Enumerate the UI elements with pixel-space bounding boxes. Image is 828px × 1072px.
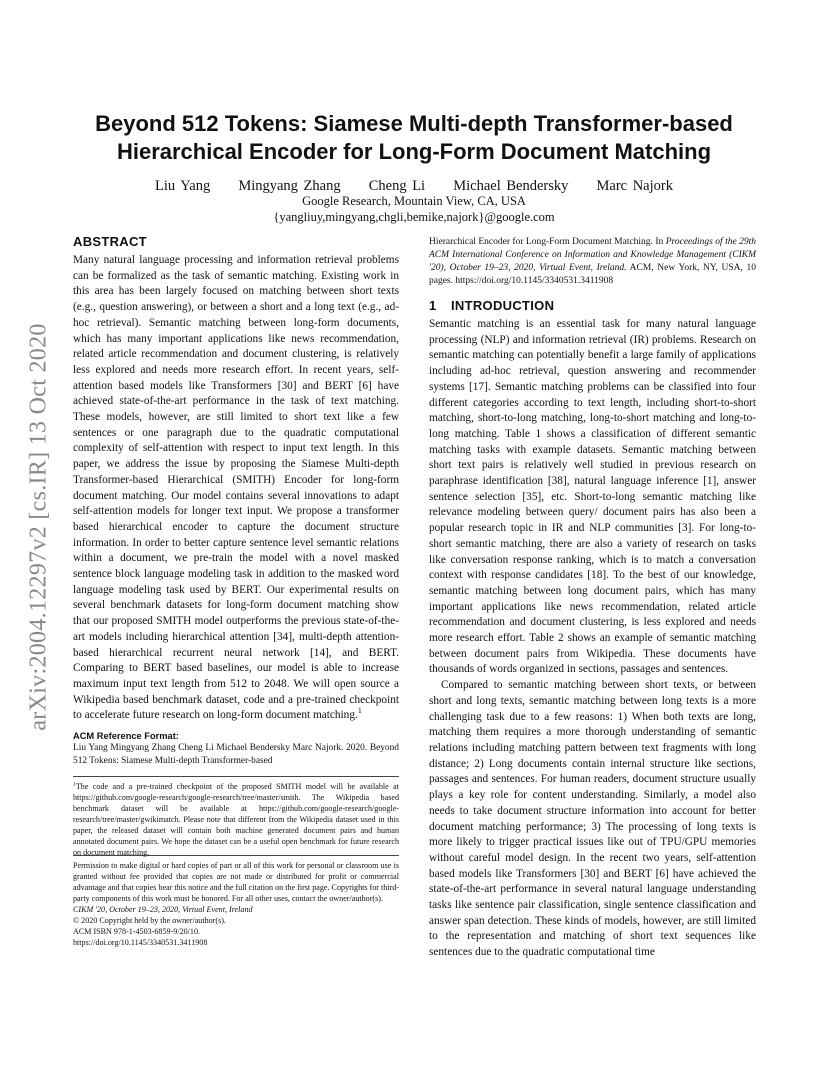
footnote-divider [73,776,399,777]
paper-title [80,110,748,166]
footnote [73,781,399,858]
permission-text: Permission to make digital or hard copies of part or all of this work for personal or classroom use is granted without fee provided that copies are not made or distributed for profit or commercial advantage and that copies bear this notice and the full citation on the first page. Copyrights for third-party components of this work must be honored. For all other uses, contact the owner/author(s). [73,861,399,903]
author-list: Liu Yang Mingyang Zhang Cheng Li Michael Bendersky Marc Najork [155,178,673,194]
citation-venue: Proceedings of the 29th ACM International Conference on Information and Knowledge Management (CIKM '20), October 19–23, 2020, Virtual Event, Ireland. [429,237,756,273]
footnote-text: The code and a pre-trained checkpoint of the proposed SMITH model will be available at https://github.com/google-research/google-research/tree/master/smith. The Wikipedia based benchmark dataset will be available at https://github.com/google-research/google-research/tree/master/gwikimatch. Please note that different from the Wikipedia dataset used in this paper, the released dataset will contain both machine generated document pairs and human annotated document pairs. We hope the dataset can be a useful open benchmark for future research on document matching. [73,782,399,858]
introduction-paragraph-2: Compared to semantic matching between short texts, or between short and long texts, semantic matching between long texts is a more challenging task due to a few reasons: 1) When both texts are long, matching them requires a more thorough understanding of semantic relations including matching pattern between text fragments with long distance; 2) Long documents contain internal structure like sections, passages and sentences. For human readers, document structure usually plays a key role for content understanding. Similarly, a model also needs to take document structure information into account for better document matching performance; 3) The processing of long texts is more likely to trigger practical issues like out of TPU/GPU memories without careful model design. In the recent two years, self-attention based models like Transformers [30] and BERT [6] have achieved the state-of-the-art performance in several natural language understanding tasks like sentence pair classification, single sentence classification and answer span detection. These kinds of models, however, are still limited to the representation and matching of short text sequences like sentences due to the quadratic computational time [429,679,756,959]
introduction-heading [429,298,756,313]
arxiv-identifier [17,292,61,762]
section-title: INTRODUCTION [451,298,555,313]
acm-reference-heading: ACM Reference Format: [73,731,179,742]
citation-post: ACM, New York, NY, USA, 10 pages. https://doi.org/10.1145/3340531.3411908 [429,263,756,286]
conference-name: CIKM '20, October 19–23, 2020, Virtual Event, Ireland [73,905,253,914]
footnote-number: 1 [73,781,76,788]
acm-reference-text: Liu Yang Mingyang Zhang Cheng Li Michael Bendersky Marc Najork. 2020. Beyond 512 Tokens: Siamese Multi-depth Transformer-based [73,743,399,767]
doi-line: https://doi.org/10.1145/3340531.3411908 [73,938,208,947]
isbn-line: ACM ISBN 978-1-4503-6859-9/20/10. [73,927,201,936]
section-number: 1 [429,298,437,313]
conference-line [73,904,399,915]
citation-pre: Hierarchical Encoder for Long-Form Document Matching. In [429,237,666,247]
affiliation: Google Research, Mountain View, CA, USA [302,194,526,208]
citation-continued [429,236,756,288]
title-line-1: Beyond 512 Tokens: Siamese Multi-depth Transformer-based [95,111,733,136]
footnote-marker: 1 [357,706,362,716]
abstract-heading: ABSTRACT [73,234,147,249]
left-column [73,234,399,858]
copyright-line: © 2020 Copyright held by the owner/author(s). [73,916,226,925]
arxiv-identifier-text: arXiv:2004.12297v2 [cs.IR] 13 Oct 2020 [25,323,52,731]
abstract-text [73,253,399,724]
permission-block [73,855,399,948]
right-column [429,236,756,961]
title-line-2: Hierarchical Encoder for Long-Form Document Matching [116,139,712,164]
author-emails: {yangliuy,mingyang,chgli,bemike,najork}@google.com [273,210,555,224]
permission-divider [73,855,399,856]
abstract-body: Many natural language processing and information retrieval problems can be formalized as the task of semantic matching. Existing work in this area has been largely focused on matching between short texts (e.g., question answering), or between a short and a long text (e.g., ad-hoc retrieval). Semantic matching between long-form documents, which has many important applications like news recommendation, related article recommendation and document clustering, is relatively less explored and needs more research effort. In recent years, self-attention based models like Transformers [30] and BERT [6] have achieved state-of-the-art performance in the task of text matching. These models, however, are still limited to short text like a few sentences or one paragraph due to the quadratic computational complexity of self-attention with respect to input text length. In this paper, we address the issue by proposing the Siamese Multi-depth Transformer-based Hierarchical (SMITH) Encoder for long-form document matching. Our model contains several innovations to adapt self-attention models for longer text input. We propose a transformer based hierarchical encoder to capture the document structure information. In order to better capture sentence level semantic relations within a document, we pre-train the model with a novel masked sentence block language modeling task in addition to the masked word language modeling task used by BERT. Our experimental results on several benchmark datasets for long-form document matching show that our proposed SMITH model outperforms the previous state-of-the-art models including hierarchical attention [34], multi-depth attention-based hierarchical recurrent neural network [14], and BERT. Comparing to BERT based baselines, our model is able to increase maximum input text length from 512 to 2048. We will open source a Wikipedia based benchmark dataset, code and a pre-trained checkpoint to accelerate future research on long-form document matching. [73,254,399,722]
introduction-paragraph-1: Semantic matching is an essential task for many natural language processing (NLP) and information retrieval (IR) problems. Research on semantic matching can potentially benefit a large family of applications including ad-hoc retrieval, question answering and recommender systems [17]. Semantic matching problems can be classified into four different categories according to text length, including short-to-short matching, short-to-long matching, long-to-short matching and long-to-long matching. Table 1 shows a classification of different semantic matching tasks with example datasets. Semantic matching between short text pairs is relatively well studied in previous research on paraphrase identification [38], natural language inference [1], answer sentence selection [35], etc. Short-to-long semantic matching like relevance modeling between query/ document pairs has also been a popular research topic in IR and NLP communities [3]. For long-to-short semantic matching, there are also a variety of research on tasks like conversation response ranking, which is to match a conversation context with response candidates [18]. To the best of our knowledge, semantic matching between long document pairs, which has many important applications like news recommendation, related article recommendation and document clustering, is less explored and needs more research effort. Table 2 shows an example of semantic matching between document pairs from Wikipedia. These documents have thousands of words organized in sections, passages and sentences. [429,318,756,676]
